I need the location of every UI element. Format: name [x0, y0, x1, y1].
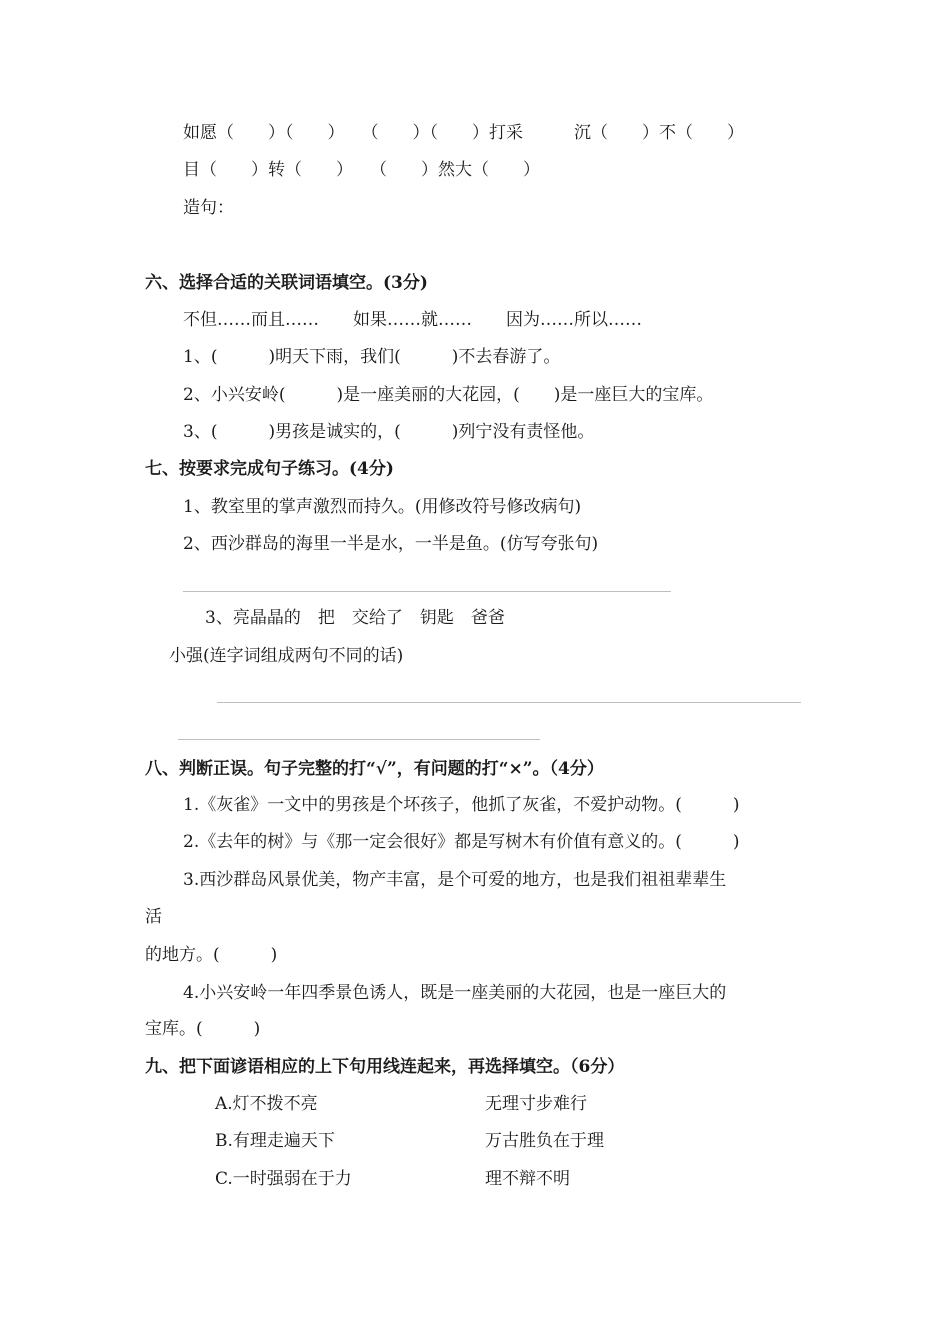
answer-line: [178, 739, 540, 740]
section-7-question-3-words: 3、亮晶晶的 把 交给了 钥匙 爸爸: [205, 608, 505, 628]
section-8-statement-3-end: 的地方。( ): [145, 945, 278, 965]
conjunction-options: 不但……而且…… 如果……就…… 因为……所以……: [183, 310, 642, 330]
section-8-statement-1: 1.《灰雀》一文中的男孩是个坏孩子，他抓了灰雀，不爱护动物。( ): [183, 795, 740, 815]
section-6-heading: 六、选择合适的关联词语填空。(3分): [145, 273, 428, 293]
proverb-right-3: 理不辩不明: [485, 1169, 570, 1189]
proverb-left-b: B.有理走遍天下: [215, 1131, 335, 1151]
section-8-statement-3: 3.西沙群岛风景优美，物产丰富，是个可爱的地方，也是我们祖祖辈辈生: [183, 870, 727, 890]
section-6-question-3: 3、( )男孩是诚实的，( )列宁没有责怪他。: [183, 422, 595, 442]
answer-line: [183, 591, 671, 592]
section-8-heading: 八、判断正误。句子完整的打“√”，有问题的打“×”。（4分）: [145, 759, 604, 779]
section-8-statement-2: 2.《去年的树》与《那一定会很好》都是写树木有价值有意义的。( ): [183, 832, 740, 852]
proverb-right-2: 万古胜负在于理: [485, 1131, 604, 1151]
section-7-question-1: 1、教室里的掌声激烈而持久。(用修改符号修改病句): [183, 497, 582, 517]
proverb-left-c: C.一时强弱在于力: [215, 1169, 352, 1189]
section-8-statement-4-end: 宝库。( ): [145, 1019, 261, 1039]
section-6-question-2: 2、小兴安岭( )是一座美丽的大花园，( )是一座巨大的宝库。: [183, 385, 714, 405]
section-8-statement-4: 4.小兴安岭一年四季景色诱人，既是一座美丽的大花园，也是一座巨大的: [183, 983, 727, 1003]
proverb-right-1: 无理寸步难行: [485, 1094, 587, 1114]
idioms-row-2: 目（ ）转（ ） （ ）然大（ ）: [183, 160, 540, 180]
idioms-row-1: 如愿（ ）（ ） （ ）（ ）打采 沉（ ）不（ ）: [183, 123, 744, 143]
answer-line: [217, 702, 801, 703]
section-7-heading: 七、按要求完成句子练习。(4分): [145, 459, 394, 479]
section-8-statement-3-wrap: 活: [145, 907, 162, 927]
proverb-left-a: A.灯不拨不亮: [215, 1094, 318, 1114]
section-7-question-3-instruction: 小强(连字词组成两句不同的话): [169, 646, 404, 666]
section-7-question-2: 2、西沙群岛的海里一半是水，一半是鱼。(仿写夸张句): [183, 534, 599, 554]
section-9-heading: 九、把下面谚语相应的上下句用线连起来，再选择填空。（6分）: [145, 1057, 625, 1077]
make-sentence-label: 造句：: [183, 198, 234, 218]
section-6-question-1: 1、( )明天下雨，我们( )不去春游了。: [183, 347, 561, 367]
